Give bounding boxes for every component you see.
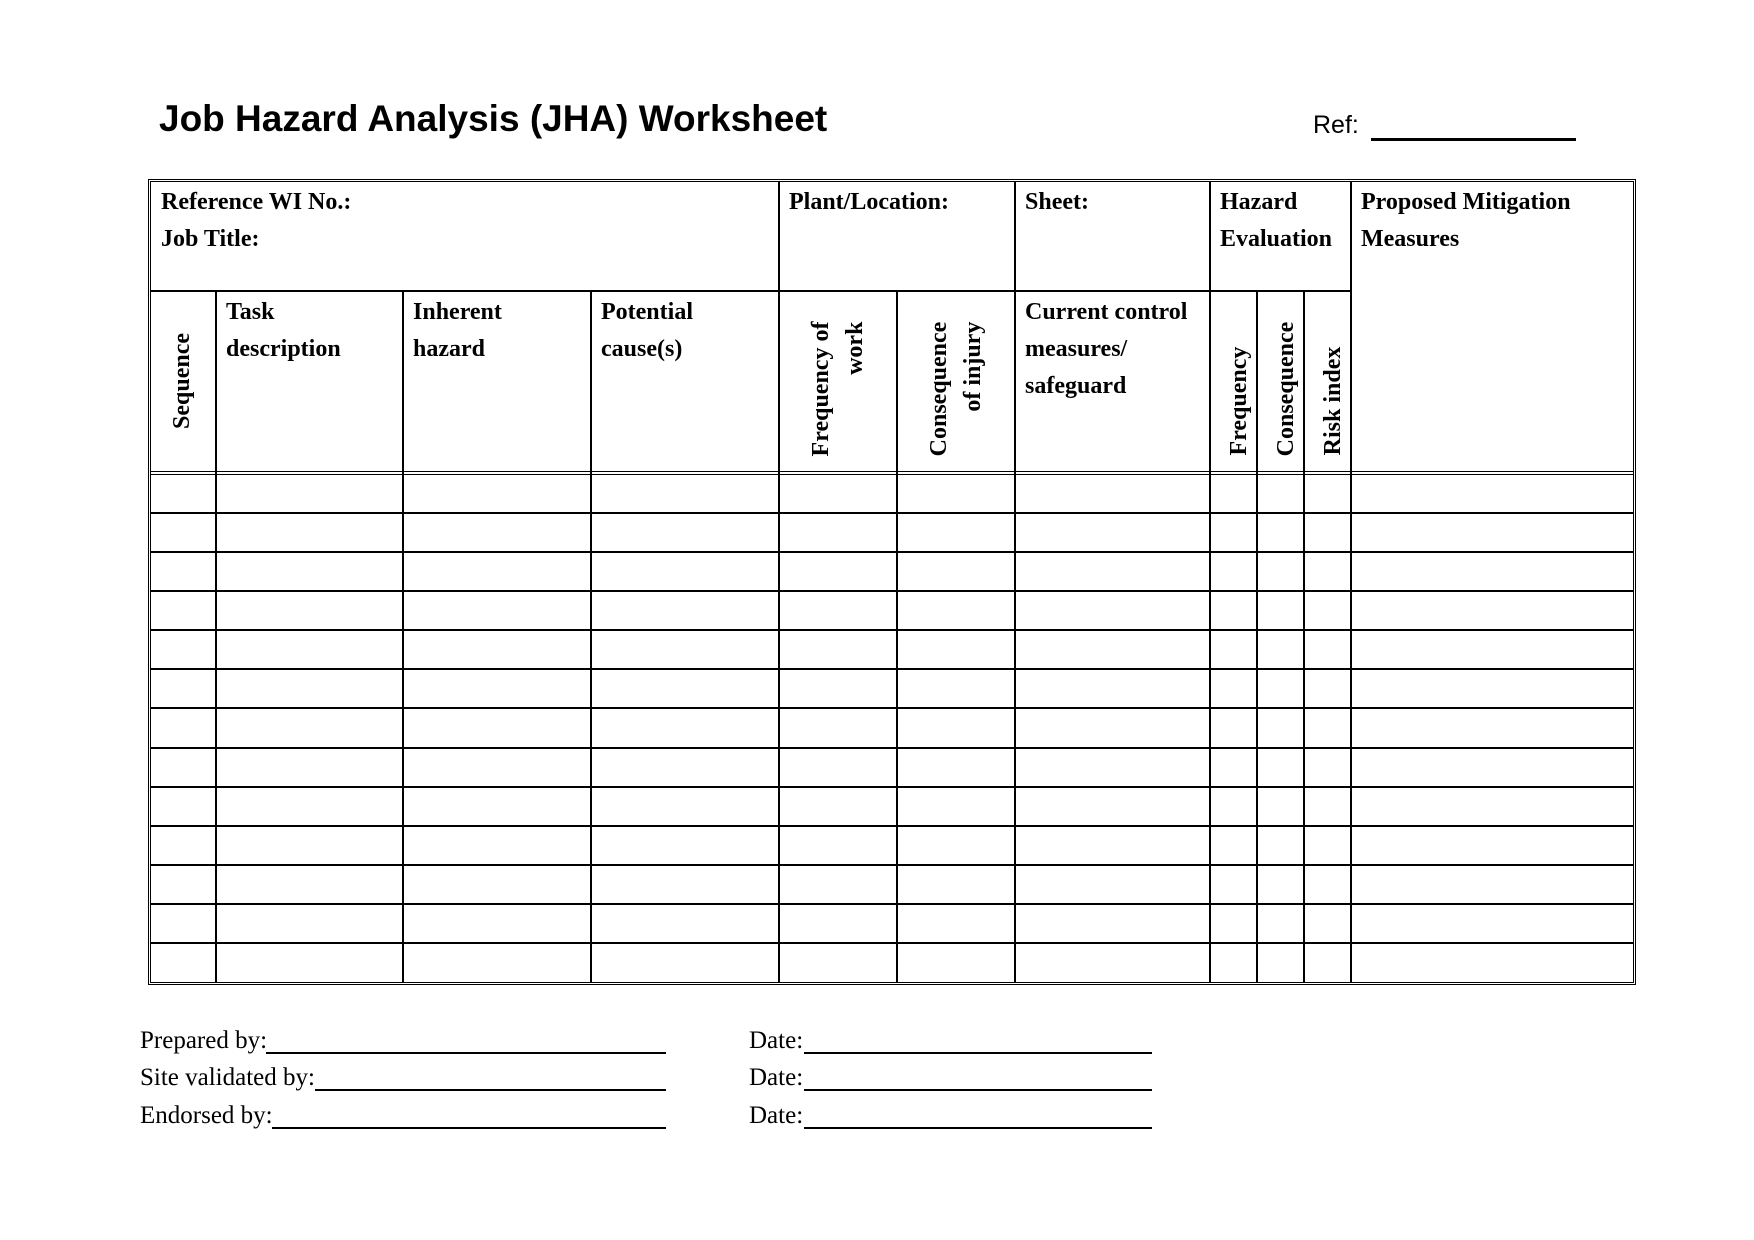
task-description-column-header: Task description <box>226 299 341 362</box>
page-title: Job Hazard Analysis (JHA) Worksheet <box>159 98 828 139</box>
column-divider <box>778 182 780 982</box>
column-divider <box>215 291 217 982</box>
risk-index-column-header: Risk index <box>1320 346 1346 456</box>
table-row-divider <box>151 551 1633 553</box>
reference-wi-no-label: Reference WI No.: <box>161 189 352 215</box>
column-divider <box>1209 182 1211 982</box>
table-row-divider <box>151 668 1633 670</box>
validated-date-label: Date: <box>749 1064 804 1091</box>
header-bottom-divider <box>151 471 1633 475</box>
table-row-divider <box>151 707 1633 709</box>
sequence-column-header: Sequence <box>169 333 195 429</box>
prepared-date-label: Date: <box>749 1027 804 1054</box>
column-divider <box>896 291 898 982</box>
plant-location-label: Plant/Location: <box>789 189 949 215</box>
ref-field[interactable] <box>1371 138 1576 141</box>
endorsed-by-label: Endorsed by: <box>140 1102 273 1129</box>
endorsed-date-field[interactable] <box>804 1127 1152 1129</box>
table-row-divider <box>151 512 1633 514</box>
endorsed-by-field[interactable] <box>272 1127 666 1129</box>
site-validated-by-field[interactable] <box>315 1089 666 1091</box>
hazard-evaluation-label: Hazard Evaluation <box>1220 189 1333 252</box>
table-row-divider <box>151 786 1633 788</box>
inherent-hazard-column-header: Inherent hazard <box>413 299 502 362</box>
column-divider <box>1303 291 1305 982</box>
current-control-column-header: Current control measures/ safeguard <box>1025 299 1188 399</box>
consequence-column-header: Consequence <box>1273 321 1299 457</box>
proposed-mitigation-label: Proposed Mitigation Measures <box>1361 189 1571 252</box>
endorsed-date-label: Date: <box>749 1102 804 1129</box>
column-divider <box>1256 291 1258 982</box>
column-divider <box>1014 182 1016 982</box>
table-row-divider <box>151 903 1633 905</box>
sheet-label: Sheet: <box>1025 189 1089 215</box>
table-row-divider <box>151 825 1633 827</box>
frequency-column-header: Frequency <box>1226 346 1252 456</box>
prepared-date-field[interactable] <box>804 1052 1152 1054</box>
table-row-divider <box>151 747 1633 749</box>
ref-label: Ref: <box>1313 111 1359 139</box>
consequence-of-injury-column-header: Consequence of injury <box>926 321 986 457</box>
table-row-divider <box>151 629 1633 631</box>
column-divider <box>1350 182 1352 982</box>
table-row-divider <box>151 942 1633 944</box>
column-divider <box>590 291 592 982</box>
validated-date-field[interactable] <box>804 1089 1152 1091</box>
prepared-by-field[interactable] <box>266 1052 666 1054</box>
site-validated-by-label: Site validated by: <box>140 1064 315 1091</box>
potential-causes-column-header: Potential cause(s) <box>601 299 693 362</box>
table-row-divider <box>151 864 1633 866</box>
job-title-label: Job Title: <box>161 226 260 252</box>
frequency-of-work-column-header: Frequency of work <box>808 321 868 457</box>
table-row-divider <box>151 590 1633 592</box>
column-divider <box>402 291 404 982</box>
prepared-by-label: Prepared by: <box>140 1027 268 1054</box>
header-divider <box>151 290 1351 292</box>
